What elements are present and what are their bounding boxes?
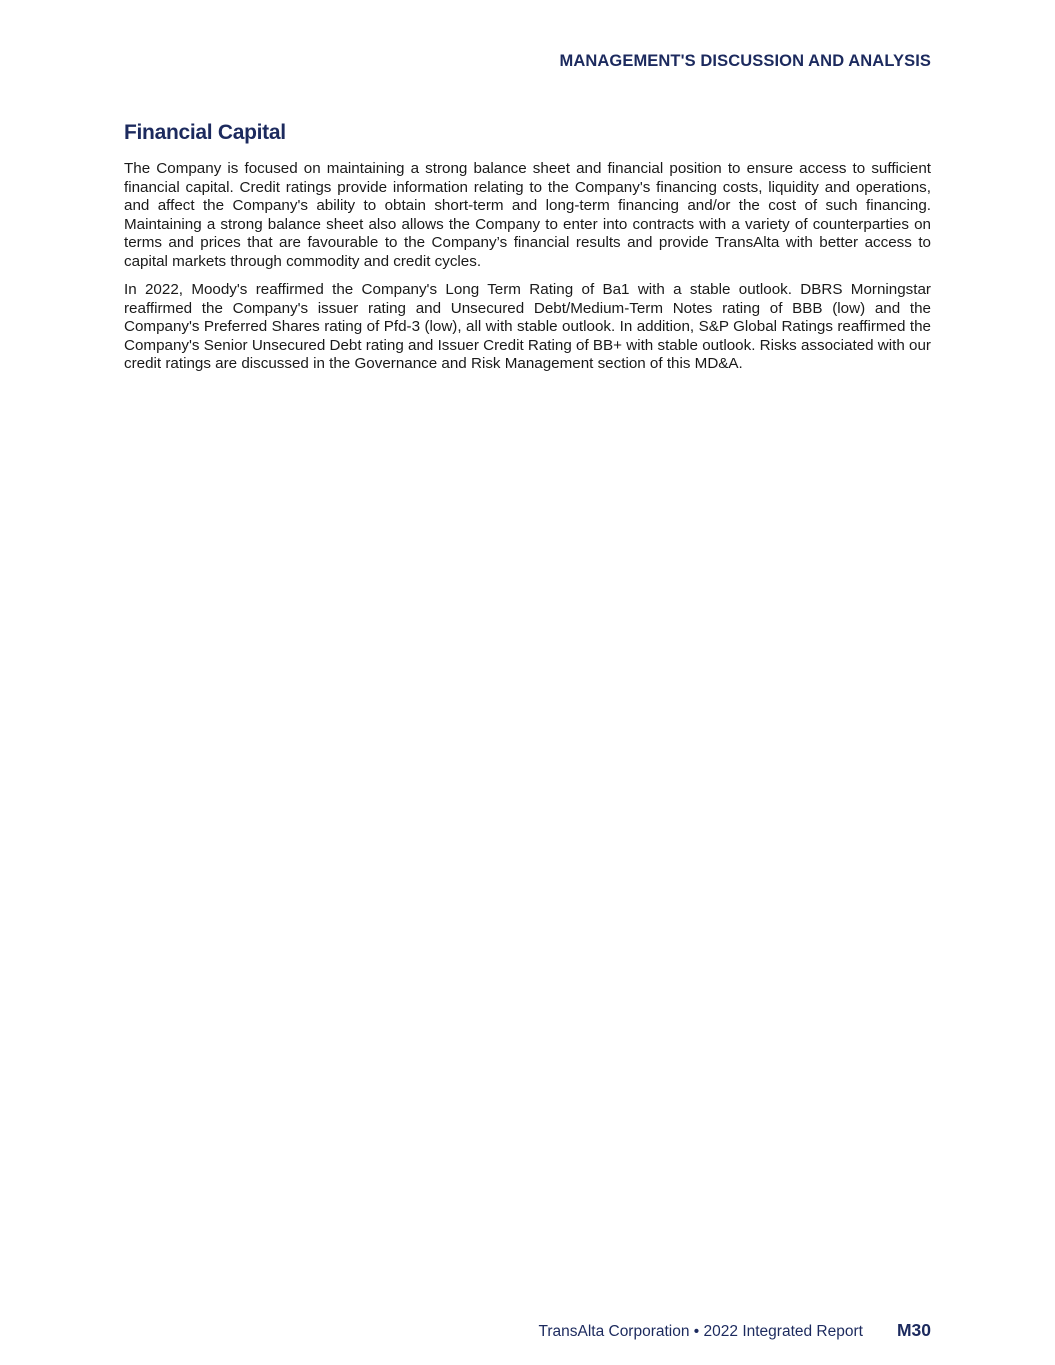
paragraph-credit-ratings: In 2022, Moody's reaffirmed the Company's Long Term Rating of Ba1 with a stable outlook. DBRS Morningstar reaffirmed the Company's issuer rating and Unsecured Debt/Medium-Term Notes rating of BBB (low) and the Company's Preferred Shares rating of Pfd-3 (low), all with stable outlook. In addition, S&P Global Ratings reaffirmed the Company's Senior Unsecured Debt rating and Issuer Credit Rating of BB+ with stable outlook. Risks associated with our credit ratings are discussed in the Governance and Risk Management section of this MD&A. xyxy=(124,281,931,372)
page-number: M30 xyxy=(896,1320,931,1340)
paragraph-financial-position: The Company is focused on maintaining a strong balance sheet and financial position to ensure access to sufficient financial capital. Credit ratings provide information relating to the Company's financing costs, liquidity and operations, and affect the Company's ability to obtain short-term and long-term financing and/or the cost of such financing. Maintaining a strong balance sheet also allows the Company to enter into contracts with a variety of counterparties on terms and prices that are favourable to the Company’s financial results and provide TransAlta with better access to capital markets through commodity and credit cycles. xyxy=(124,160,931,270)
main-content xyxy=(124,118,931,384)
running-header: MANAGEMENT'S DISCUSSION AND ANALYSIS xyxy=(559,52,931,70)
page-footer xyxy=(538,1320,931,1341)
footer-report-title: TransAlta Corporation • 2022 Integrated Report xyxy=(538,1323,863,1340)
section-title: Financial Capital xyxy=(124,121,286,144)
